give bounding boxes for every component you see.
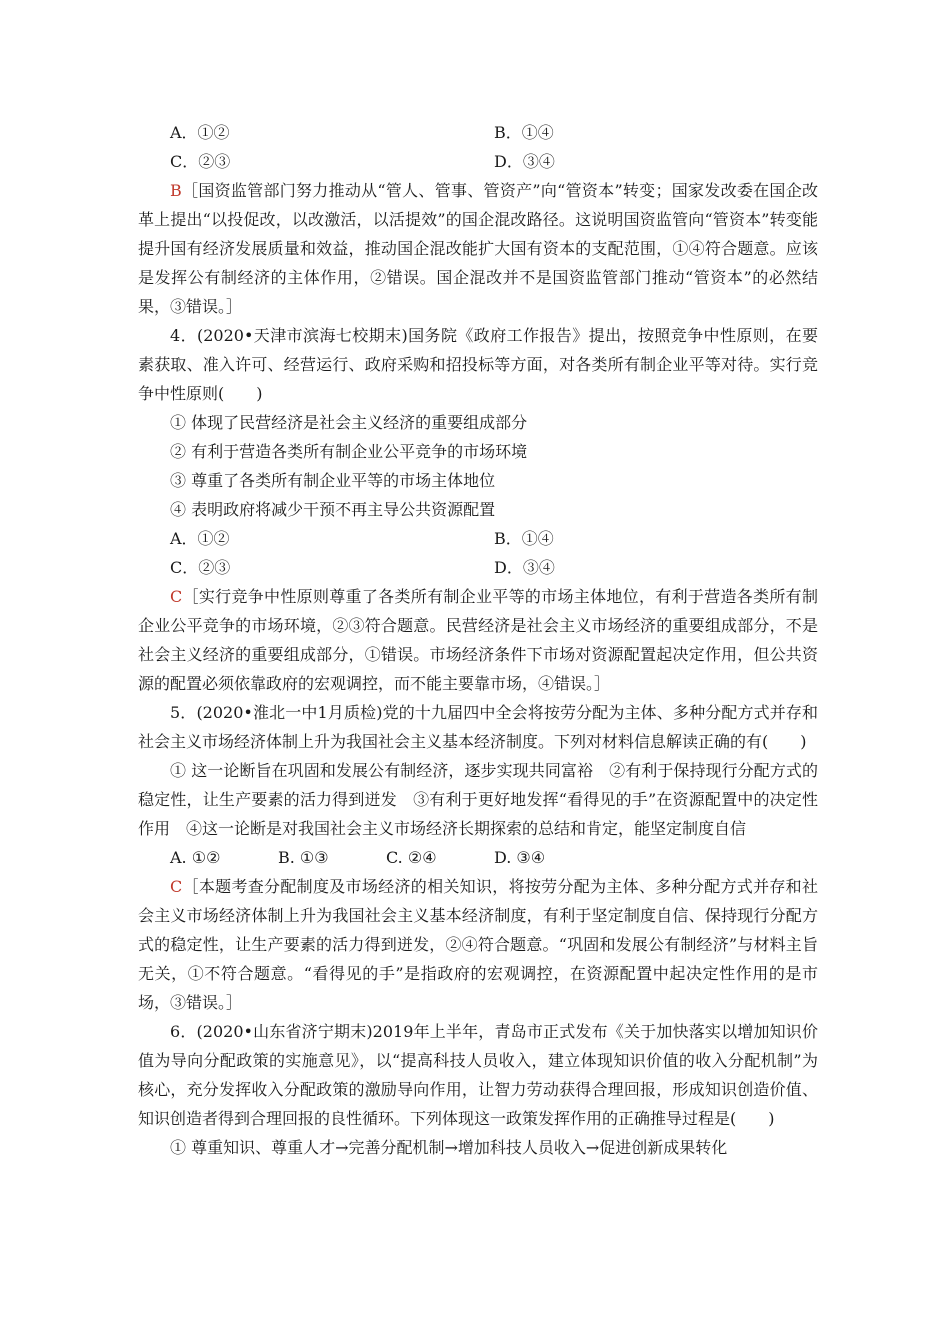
q4-options-row-2 [138, 553, 818, 582]
option-b: B．①④ [494, 529, 554, 548]
q5-stem: 5．(2020•淮北一中1月质检)党的十九届四中全会将按劳分配为主体、多种分配方式并存和社会主义市场经济体制上升为我国社会主义基本经济制度。下列对材料信息解读正确的有( ) [138, 703, 818, 751]
q5-answer-explanation [138, 872, 818, 1017]
explanation-text: ［本题考查分配制度及市场经济的相关知识，将按劳分配为主体、多种分配方式并存和社会主义市场经济体制上升为我国社会主义基本经济制度，有利于坚定制度自信、保持现行分配方式的稳定性，让生产要素的活力得到迸发，②④符合题意。“巩固和发展公有制经济”与材料主旨无关，①不符合题意。“看得见的手”是指政府的宏观调控，在资源配置中起决定性作用的是市场，③错误。］ [138, 877, 818, 1012]
option-c: C．②③ [170, 152, 231, 171]
option-b: B. ①③ [278, 848, 329, 867]
q6-stem: 6．(2020•山东省济宁期末)2019年上半年，青岛市正式发布《关于加快落实以增加知识价值为导向分配政策的实施意见》，以“提高科技人员收入，建立体现知识价值的收入分配机制”为核心，充分发挥收入分配政策的激励导向作用，让智力劳动获得合理回报，形成知识创造价值、知识创造者得到合理回报的良性循环。下列体现这一政策发挥作用的正确推导过程是( ) [138, 1022, 818, 1128]
page-content [138, 118, 818, 1162]
explanation-text: ［国资监管部门努力推动从“管人、管事、管资产”向“管资本”转变；国家发改委在国企改革上提出“以投促改，以改激活，以活提效”的国企混改路径。这说明国资监管向“管资本”转变能提升国有经济发展质量和效益，推动国企混改能扩大国有资本的支配范围，①④符合题意。应该是发挥公有制经济的主体作用，②错误。国企混改并不是国资监管部门推动“管资本”的必然结果，③错误。］ [138, 181, 818, 316]
answer-letter: C [170, 587, 183, 606]
q4-answer-explanation [138, 582, 818, 698]
prev-answer-explanation [138, 176, 818, 321]
q4-statement-3: ③ 尊重了各类所有制企业平等的市场主体地位 [170, 471, 496, 490]
option-d: D. ③④ [494, 848, 546, 867]
q6-statement-1: ① 尊重知识、尊重人才→完善分配机制→增加科技人员收入→促进创新成果转化 [170, 1138, 728, 1157]
explanation-text: ［实行竞争中性原则尊重了各类所有制企业平等的市场主体地位，有利于营造各类所有制企业公平竞争的市场环境，②③符合题意。民营经济是社会主义市场经济的重要组成部分，不是社会主义经济的重要组成部分，①错误。市场经济条件下市场对资源配置起决定作用，但公共资源的配置必须依靠政府的宏观调控，而不能主要靠市场，④错误。］ [138, 587, 818, 693]
q4-statement-2: ② 有利于营造各类所有制企业公平竞争的市场环境 [170, 442, 528, 461]
option-d: D．③④ [494, 558, 555, 577]
q5-options-row [138, 843, 818, 872]
q4-options-row-1 [138, 524, 818, 553]
option-b: B．①④ [494, 123, 554, 142]
option-a: A．①② [170, 123, 230, 142]
option-d: D．③④ [494, 152, 555, 171]
q5-statements: ① 这一论断旨在巩固和发展公有制经济，逐步实现共同富裕 ②有利于保持现行分配方式的稳定性，让生产要素的活力得到迸发 ③有利于更好地发挥“看得见的手”在资源配置中的决定性作用 ④这一论断是对我国社会主义市场经济长期探索的总结和肯定，能坚定制度自信 [138, 761, 818, 838]
option-c: C. ②④ [386, 848, 437, 867]
q4-statement-1: ① 体现了民营经济是社会主义经济的重要组成部分 [170, 413, 528, 432]
q4-statement-4: ④ 表明政府将减少干预不再主导公共资源配置 [170, 500, 496, 519]
prev-options-row-1 [138, 118, 818, 147]
prev-options-row-2 [138, 147, 818, 176]
answer-letter: B [170, 181, 182, 200]
q4-stem: 4．(2020•天津市滨海七校期末)国务院《政府工作报告》提出，按照竞争中性原则，在要素获取、准入许可、经营运行、政府采购和招投标等方面，对各类所有制企业平等对待。实行竞争中性原则( ) [138, 326, 818, 403]
option-c: C．②③ [170, 558, 231, 577]
option-a: A．①② [170, 529, 230, 548]
option-a: A. ①② [170, 848, 221, 867]
answer-letter: C [170, 877, 183, 896]
